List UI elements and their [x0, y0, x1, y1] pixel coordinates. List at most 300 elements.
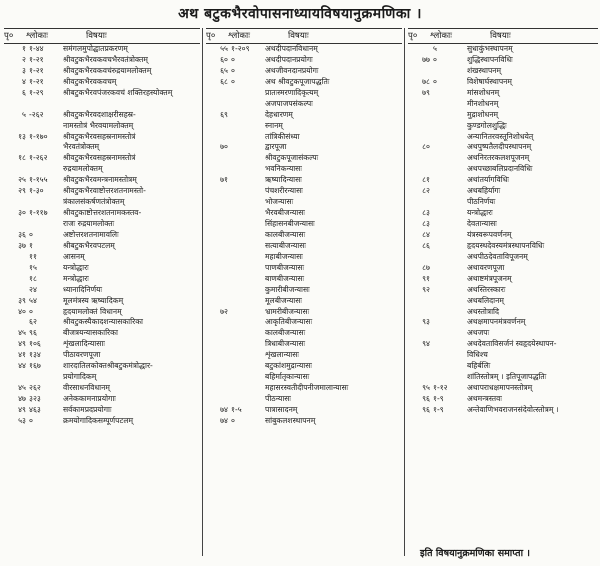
row-shloka	[433, 208, 467, 219]
row-shloka	[231, 307, 265, 318]
index-row	[206, 110, 402, 121]
row-page	[4, 285, 29, 296]
row-page	[206, 285, 231, 296]
row-shloka: १-१५५	[29, 175, 48, 185]
row-subject: मीनशोधनम्	[467, 98, 499, 108]
row-subject: त्रिधाबीजन्यासः	[265, 339, 306, 349]
index-row	[4, 66, 200, 77]
index-row	[206, 88, 402, 99]
index-row	[4, 328, 200, 339]
row-page: २९	[18, 186, 26, 196]
row-subject: हृदयामलोक्तं विधानम्	[63, 306, 122, 316]
row-subject: सांबुकलशस्थापनम्	[265, 415, 316, 425]
row-subject: स्नानम्	[265, 120, 283, 130]
row-subject: भैरवबीजन्यासः	[265, 208, 305, 218]
row-subject: अथाष्टमंत्रपूजनम्	[467, 273, 512, 283]
row-shloka	[231, 263, 265, 274]
row-subject: तांत्रिकीसंध्या	[265, 131, 300, 141]
row-subject: पात्रासादनम्	[265, 404, 298, 414]
row-page	[408, 121, 433, 132]
row-subject	[63, 99, 200, 110]
row-page: ३६	[18, 229, 26, 239]
index-row	[206, 44, 402, 55]
index-row	[4, 88, 200, 99]
index-row	[408, 285, 598, 296]
row-page: ४७	[18, 394, 26, 403]
row-page: ४४	[18, 361, 26, 371]
index-row	[4, 175, 200, 186]
row-page	[4, 263, 29, 274]
row-page: ४५	[18, 383, 26, 393]
row-shloka	[433, 328, 467, 339]
row-page: ९१	[422, 273, 430, 283]
row-subject: श्रीवटुकभैरवकवचभैरवतंत्रोक्तम्	[63, 54, 148, 64]
row-subject: विशेषार्घस्थापनम्	[467, 76, 512, 86]
row-page: २	[22, 54, 26, 64]
row-subject: बटुकांशमुद्रान्यासः	[265, 361, 312, 371]
row-subject: वीरसाधनविधानम्	[63, 383, 110, 393]
header-subject: विषयाः	[86, 31, 107, 41]
row-shloka	[433, 339, 467, 350]
column-rows	[4, 44, 200, 427]
row-subject: भोजन्यासः	[265, 197, 294, 207]
index-row	[206, 252, 402, 263]
row-shloka	[433, 274, 467, 285]
row-shloka: ०	[231, 65, 235, 75]
row-shloka: ०	[433, 54, 437, 64]
row-page: ८७	[422, 262, 430, 272]
row-shloka: ९६	[29, 328, 37, 338]
index-row	[408, 361, 598, 372]
row-subject: शारदातिलकोक्तश्रीबटुकमंत्रोद्धार-	[63, 361, 153, 371]
row-subject: कालबीजन्यासः	[265, 229, 306, 239]
row-shloka: ०	[29, 306, 33, 316]
row-shloka	[433, 186, 467, 197]
row-page: ९२	[422, 284, 430, 294]
index-row	[206, 307, 402, 318]
row-subject: अथक्षमापनमंत्रवर्णनम्	[467, 317, 526, 327]
row-subject: बहिर्बलिः	[467, 361, 491, 371]
index-row	[408, 296, 598, 307]
index-row	[408, 230, 598, 241]
row-subject: ऋष्यादिन्यासः	[265, 175, 302, 185]
index-row	[206, 241, 402, 252]
row-subject: श्रीवटुकभैरवकवचंरुद्रयामलोक्तम्	[63, 65, 152, 75]
row-subject: श्रीवटुकभैरवदशाक्षरीसहस्र-	[63, 109, 136, 119]
row-page	[206, 230, 231, 241]
row-subject: अथांतर्यागविधिः	[467, 175, 509, 185]
row-subject: देवतान्यासः	[467, 219, 497, 228]
row-subject: मांसशोधनम्	[467, 87, 500, 97]
row-shloka: १-२६२	[29, 153, 48, 163]
index-row	[408, 241, 598, 252]
row-subject: भवनिकन्यासः	[265, 164, 302, 174]
index-row	[206, 175, 402, 186]
index-row	[206, 77, 402, 88]
row-subject: अथदेवताविसर्जनं स्वहृदयेस्थापन-	[467, 339, 557, 349]
row-subject: श्रीवटुकभैरवसहस्रनामस्तोत्रं	[63, 131, 136, 141]
row-shloka	[231, 186, 265, 197]
row-shloka: १०६	[29, 339, 41, 349]
index-row	[4, 219, 200, 230]
row-subject: भ्रामरीबीजन्यासः	[265, 306, 310, 316]
index-row	[4, 121, 200, 132]
row-shloka	[231, 230, 265, 241]
row-page	[4, 197, 29, 208]
index-row	[408, 372, 598, 383]
row-subject: समंगलमुपोद्घातप्रकरणम्	[63, 44, 128, 53]
row-page: ७०	[220, 142, 228, 152]
row-shloka: १५	[29, 262, 37, 272]
column-3	[408, 28, 598, 416]
row-shloka: १-२०९	[231, 44, 250, 53]
row-shloka: ०	[29, 415, 33, 425]
row-page: ९३	[422, 317, 430, 327]
row-subject: रुद्रयामलोक्तम्	[63, 164, 103, 174]
row-page: ७१	[220, 175, 228, 185]
index-row	[206, 132, 402, 143]
row-subject: त्रंकालसंकर्षणतंत्रोक्तम्	[63, 197, 125, 207]
row-subject: अन्तेवाणिभवराजनसंदेवोत्स्तोत्रम् ।	[467, 404, 559, 414]
row-shloka	[231, 361, 265, 372]
index-row	[206, 153, 402, 164]
row-subject: सर्वकामप्रदप्रयोगाः	[63, 404, 112, 414]
row-page: १३	[18, 131, 26, 141]
row-subject: श्रीवटुकभैरवमन्त्रनामस्तोत्रम्	[63, 175, 137, 185]
row-shloka	[433, 142, 467, 153]
row-subject: अथमन्त्रस्तवः	[467, 394, 502, 403]
index-row	[4, 99, 200, 110]
row-subject: बहिर्मातृकान्यासः	[265, 372, 310, 382]
row-shloka: २४	[29, 284, 37, 294]
row-subject: अनेककामनाप्रयोगाः	[63, 394, 116, 403]
row-subject: आसनम्	[63, 251, 85, 261]
index-row	[206, 164, 402, 175]
row-shloka: १-९	[433, 404, 444, 414]
row-shloka	[29, 372, 63, 383]
row-subject: आकृतिबीजन्यासः	[265, 317, 313, 327]
row-page	[4, 99, 29, 110]
index-row	[408, 99, 598, 110]
row-page: ८१	[422, 175, 430, 185]
row-shloka	[433, 164, 467, 175]
row-page: ३	[22, 65, 26, 75]
index-row	[206, 317, 402, 328]
row-page: ८०	[422, 142, 430, 152]
row-page: ४९	[18, 404, 26, 414]
row-subject: पीठनिर्णयः	[467, 197, 496, 207]
row-page	[206, 339, 231, 350]
row-shloka	[433, 350, 467, 361]
row-subject: पंचशरीरन्यासः	[265, 186, 303, 196]
header-shloka: श्लोकाः	[26, 31, 48, 41]
column-header	[4, 28, 200, 44]
row-shloka: १-१७०	[29, 131, 48, 141]
row-shloka	[433, 317, 467, 328]
row-shloka	[231, 317, 265, 328]
column-2	[206, 28, 402, 427]
row-page: ७९	[422, 87, 430, 97]
index-row	[408, 394, 598, 405]
row-page	[408, 252, 433, 263]
row-shloka: १८	[29, 273, 37, 283]
index-row	[4, 44, 200, 55]
row-subject: श्रीवटुकभैरवाष्टोत्तरशतनामस्तो-	[63, 186, 146, 196]
row-subject: अथजीवनदानप्रयोगः	[265, 65, 319, 75]
row-page	[408, 153, 433, 164]
row-subject: पाणबीजन्यासः	[265, 262, 304, 272]
row-shloka	[231, 219, 265, 230]
row-subject: यन्त्रोद्धारः	[467, 208, 493, 218]
row-page	[408, 197, 433, 208]
index-row	[206, 230, 402, 241]
row-page: ७४	[220, 404, 228, 414]
row-shloka	[231, 394, 265, 405]
header-shloka: श्लोकाः	[430, 31, 452, 41]
index-row	[206, 372, 402, 383]
column-divider	[404, 28, 405, 556]
row-shloka	[433, 110, 467, 121]
row-subject: अथपुष्पतैलदीपस्थापनम्	[467, 142, 532, 152]
row-page	[206, 296, 231, 307]
row-subject: ध्यानादिनिर्णयः	[63, 284, 103, 294]
row-subject: अथबहिर्यागः	[467, 186, 501, 196]
index-row	[408, 153, 598, 164]
row-page: ५	[22, 109, 26, 119]
row-subject: मन्त्रोद्धारः	[63, 273, 89, 283]
row-page: ८२	[422, 186, 430, 196]
row-subject: शृंखलादिन्यासाः	[63, 339, 105, 349]
row-shloka: ४६३	[29, 404, 41, 414]
row-page: ७४	[220, 415, 228, 425]
index-row	[408, 164, 598, 175]
index-row	[4, 372, 200, 383]
row-shloka: ०	[231, 415, 235, 425]
row-shloka	[29, 99, 63, 110]
row-page	[206, 372, 231, 383]
index-row	[4, 153, 200, 164]
row-shloka	[231, 99, 265, 110]
index-row	[408, 142, 598, 153]
row-shloka: १-३०	[29, 186, 44, 196]
row-shloka: १-२१	[29, 76, 44, 86]
row-subject: अथजपः	[467, 328, 490, 338]
index-row	[4, 186, 200, 197]
row-page	[206, 361, 231, 372]
row-shloka	[433, 372, 467, 383]
row-page: ६०	[220, 54, 228, 64]
row-page	[408, 296, 433, 307]
row-subject: बाणबीजन्यासः	[265, 273, 305, 283]
row-page: ४९	[18, 339, 26, 349]
index-row	[206, 197, 402, 208]
index-row	[4, 110, 200, 121]
row-shloka	[231, 296, 265, 307]
row-page	[206, 186, 231, 197]
row-shloka	[433, 307, 467, 318]
row-subject: महासरस्वतीदीपनीजमालान्यासः	[265, 383, 349, 393]
row-shloka	[433, 197, 467, 208]
index-row	[4, 361, 200, 372]
row-shloka: २६२	[29, 383, 41, 393]
index-row	[206, 99, 402, 110]
index-row	[408, 197, 598, 208]
row-page	[206, 219, 231, 230]
row-subject: सत्याबीजन्यासः	[265, 240, 306, 250]
row-page: ८४	[422, 229, 430, 239]
index-row	[206, 219, 402, 230]
row-shloka: १-५	[231, 404, 242, 414]
row-page	[206, 153, 231, 164]
row-subject: श्रीबटुकभैरवपटलम्	[63, 240, 115, 250]
index-row	[408, 405, 598, 416]
row-page	[4, 121, 29, 132]
index-row	[408, 208, 598, 219]
row-page	[206, 317, 231, 328]
index-row	[4, 416, 200, 427]
row-page	[206, 99, 231, 110]
row-subject: सुधाकुंभस्थापनम्	[467, 44, 513, 53]
row-page: ६८	[220, 76, 228, 86]
row-subject: अथावरणपूजा	[467, 262, 505, 272]
index-row	[4, 208, 200, 219]
index-row	[4, 394, 200, 405]
row-subject: अथपीठदेवताविपूजनम्	[467, 251, 528, 261]
index-row	[4, 405, 200, 416]
index-row	[408, 55, 598, 66]
row-page: ९६	[422, 404, 430, 414]
row-page	[206, 328, 231, 339]
row-subject: श्रीवटुकभैरवकवचम्	[63, 76, 117, 86]
row-subject: अष्टोत्तरशतनामावलिः	[63, 229, 119, 239]
row-subject: शुद्धिस्थापनविधिः	[467, 54, 513, 64]
row-page	[206, 88, 231, 99]
row-subject: पीठावरणपूजा	[63, 350, 101, 360]
row-page: ५५	[220, 44, 228, 53]
index-row	[206, 405, 402, 416]
header-page: पृ०	[206, 31, 216, 41]
row-shloka: १३४	[29, 350, 41, 360]
row-subject: मुद्राशोधनम्	[467, 109, 499, 119]
header-shloka: श्लोकाः	[228, 31, 250, 41]
row-shloka	[29, 164, 63, 175]
row-page: ७२	[220, 306, 228, 316]
index-row	[4, 317, 200, 328]
row-subject: अथबलिदानम्	[467, 295, 504, 305]
index-row	[206, 361, 402, 372]
row-page	[408, 307, 433, 318]
row-subject: शांतिस्तोत्रम् । इतिपूजापद्धतिः	[467, 372, 547, 382]
row-page	[206, 394, 231, 405]
index-row	[206, 350, 402, 361]
index-row	[206, 394, 402, 405]
row-shloka: ०	[231, 76, 235, 86]
row-page	[408, 66, 433, 77]
header-page: पृ०	[408, 31, 418, 41]
row-page	[408, 132, 433, 143]
row-shloka	[29, 219, 63, 230]
row-page	[408, 44, 433, 55]
index-row	[408, 77, 598, 88]
index-row	[4, 350, 200, 361]
index-row	[408, 339, 598, 350]
row-subject: श्रीवटुकभैरवसहस्रनामस्तोत्रं	[63, 153, 136, 163]
index-row	[4, 55, 200, 66]
row-shloka: ६२	[29, 317, 37, 327]
row-page	[206, 132, 231, 143]
column-1	[4, 28, 200, 427]
row-shloka	[433, 66, 467, 77]
row-page: १	[22, 44, 26, 53]
row-subject: हृदयस्थदेवस्यमंत्रस्थापनविधिः	[467, 240, 545, 250]
row-page: ३९	[18, 295, 26, 305]
index-row	[206, 285, 402, 296]
index-row	[206, 186, 402, 197]
row-shloka: १-२१	[29, 65, 44, 75]
row-subject: महाबीजन्यासः	[265, 251, 303, 261]
index-row	[206, 55, 402, 66]
row-subject: अथनिरतरकलशपूजनम्	[467, 153, 530, 163]
row-shloka: ५	[433, 44, 437, 53]
index-row	[206, 274, 402, 285]
row-shloka	[231, 328, 265, 339]
index-row	[4, 383, 200, 394]
header-subject: विषयाः	[490, 31, 511, 41]
row-page	[408, 99, 433, 110]
column-header	[206, 28, 402, 44]
header-subject: विषयाः	[288, 31, 309, 41]
row-shloka	[231, 164, 265, 175]
row-subject: प्रातःस्मरणादिकृत्यम्	[265, 87, 319, 97]
row-page	[408, 110, 433, 121]
index-row	[4, 263, 200, 274]
row-subject: प्रयोगादिकम्	[63, 372, 97, 382]
row-page: ४१	[18, 350, 26, 360]
row-page: ७७	[422, 54, 430, 64]
row-page: ८६	[422, 240, 430, 250]
index-row	[4, 164, 200, 175]
row-page: ७८	[422, 76, 430, 86]
row-subject: देहधारणम्	[265, 109, 293, 119]
row-page: ९४	[422, 339, 430, 349]
row-shloka	[433, 121, 467, 132]
page-title: अथ बटुकभैरवोपासनाध्यायविषयानुक्रमणिका ।	[178, 6, 422, 22]
row-shloka	[231, 88, 265, 99]
row-page	[4, 142, 29, 153]
row-shloka	[231, 241, 265, 252]
row-shloka: ०	[433, 76, 437, 86]
index-row	[408, 274, 598, 285]
row-shloka	[433, 230, 467, 241]
index-row	[408, 219, 598, 230]
row-shloka: १-२९	[29, 87, 44, 97]
row-subject: शृंखलान्यासः	[265, 350, 299, 360]
index-row	[4, 241, 200, 252]
row-shloka: ५४	[29, 295, 37, 305]
column-divider	[202, 28, 203, 556]
row-subject: श्रीवटुकाष्टोत्तरशतनामकस्तव-	[63, 208, 142, 218]
index-row	[4, 252, 200, 263]
index-row	[206, 416, 402, 427]
row-shloka	[433, 175, 467, 186]
index-row	[4, 197, 200, 208]
row-page	[4, 219, 29, 230]
row-subject: द्वारपूजा	[265, 142, 287, 152]
row-shloka: १-९	[433, 394, 444, 403]
row-subject: कुण्डगोलशुद्धिः	[467, 120, 507, 130]
index-row	[4, 142, 200, 153]
row-shloka	[231, 121, 265, 132]
